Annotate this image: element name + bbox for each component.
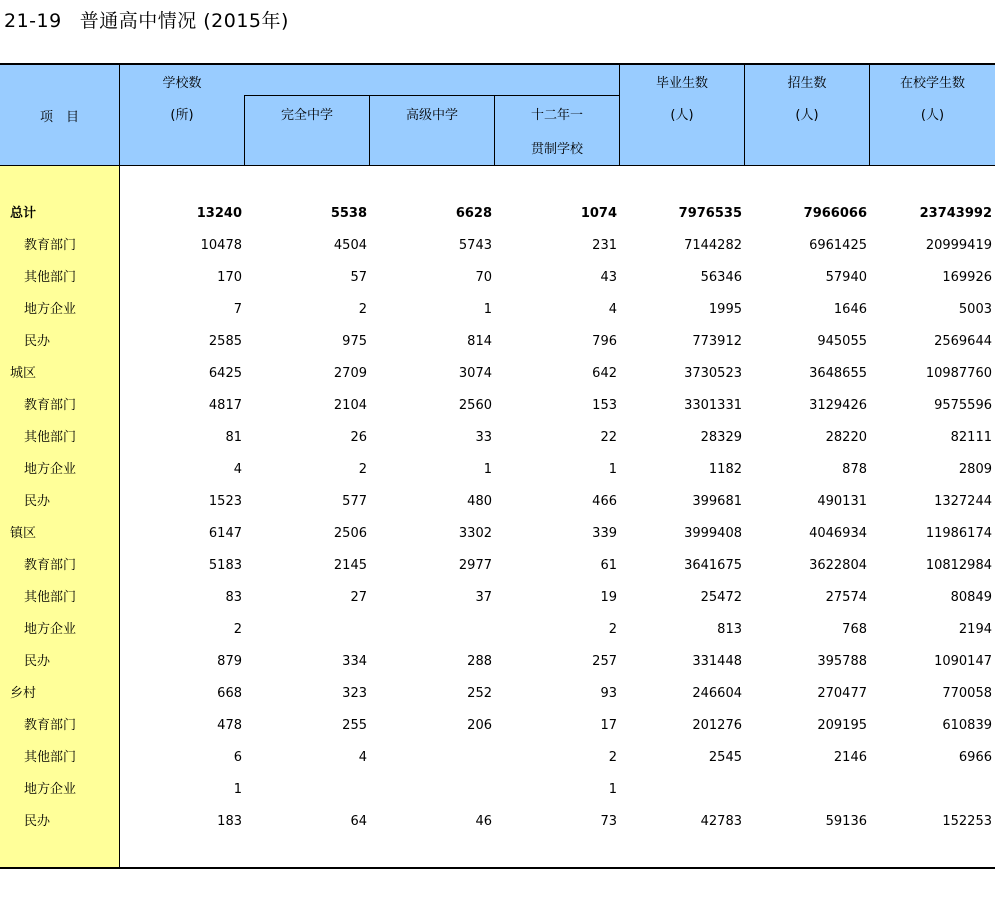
table-cell: 2 bbox=[358, 462, 367, 477]
table-cell: 3730523 bbox=[684, 366, 742, 381]
table-cell: 3641675 bbox=[684, 558, 742, 573]
table-cell: 11986174 bbox=[925, 526, 992, 541]
table-cell: 4 bbox=[233, 462, 242, 477]
table-cell: 9575596 bbox=[934, 398, 992, 413]
table-cell: 2 bbox=[608, 622, 617, 637]
table-cell: 6628 bbox=[455, 206, 492, 221]
table-cell: 2560 bbox=[458, 398, 492, 413]
row-label: 其他部门 bbox=[24, 750, 77, 765]
header-twelve-line1: 十二年一 bbox=[530, 108, 583, 123]
table-cell: 7 bbox=[233, 302, 242, 317]
header-grads: 毕业生数 bbox=[655, 76, 708, 91]
table-cell: 2145 bbox=[333, 558, 367, 573]
table-cell: 1090147 bbox=[934, 654, 992, 669]
table-cell: 2809 bbox=[958, 462, 992, 477]
table-cell: 13240 bbox=[196, 206, 242, 221]
row-label: 地方企业 bbox=[24, 462, 77, 477]
table-cell: 73 bbox=[600, 814, 617, 829]
row-label: 其他部门 bbox=[24, 590, 77, 605]
table-cell: 668 bbox=[217, 686, 242, 701]
table-cell: 1523 bbox=[208, 494, 242, 509]
table-cell: 255 bbox=[342, 718, 367, 733]
table-cell: 2977 bbox=[458, 558, 492, 573]
header-enroll: 招生数 bbox=[787, 76, 827, 91]
table-cell bbox=[747, 782, 867, 798]
table-cell: 1 bbox=[233, 782, 242, 797]
table-title: 普通高中情况 (2015年) bbox=[79, 10, 289, 32]
header-schools: 学校数 bbox=[162, 76, 202, 91]
table-cell: 399681 bbox=[692, 494, 742, 509]
table-cell: 3622804 bbox=[809, 558, 867, 573]
table-cell: 231 bbox=[592, 238, 617, 253]
row-label: 总计 bbox=[10, 206, 37, 221]
table-cell bbox=[247, 782, 367, 798]
table-cell: 3999408 bbox=[684, 526, 742, 541]
table-cell: 10812984 bbox=[925, 558, 992, 573]
table-cell: 466 bbox=[592, 494, 617, 509]
table-cell: 64 bbox=[350, 814, 367, 829]
table-cell: 610839 bbox=[942, 718, 992, 733]
table-cell: 206 bbox=[467, 718, 492, 733]
table-cell: 2545 bbox=[708, 750, 742, 765]
table-cell: 28220 bbox=[825, 430, 867, 445]
row-label: 乡村 bbox=[10, 686, 37, 701]
table-cell: 1646 bbox=[833, 302, 867, 317]
table-cell: 6966 bbox=[958, 750, 992, 765]
table-cell: 201276 bbox=[692, 718, 742, 733]
table-cell: 46 bbox=[475, 814, 492, 829]
table-cell: 81 bbox=[225, 430, 242, 445]
table-cell: 3302 bbox=[458, 526, 492, 541]
table-cell: 2146 bbox=[833, 750, 867, 765]
header-senior: 高级中学 bbox=[405, 108, 458, 123]
table-cell: 4 bbox=[608, 302, 617, 317]
table-cell: 7976535 bbox=[678, 206, 742, 221]
table-cell: 93 bbox=[600, 686, 617, 701]
header-grads-unit: (人) bbox=[670, 108, 694, 123]
table-cell: 4046934 bbox=[809, 526, 867, 541]
table-cell bbox=[622, 782, 742, 798]
table-cell: 2585 bbox=[208, 334, 242, 349]
table-cell: 70 bbox=[475, 270, 492, 285]
row-label: 其他部门 bbox=[24, 270, 77, 285]
table-cell: 246604 bbox=[692, 686, 742, 701]
table-cell: 257 bbox=[592, 654, 617, 669]
table-cell: 5183 bbox=[208, 558, 242, 573]
table-cell: 975 bbox=[342, 334, 367, 349]
header-twelve-line2: 贯制学校 bbox=[530, 142, 583, 157]
table-cell: 252 bbox=[467, 686, 492, 701]
table-cell: 5003 bbox=[958, 302, 992, 317]
table-cell: 22 bbox=[600, 430, 617, 445]
row-label: 民办 bbox=[24, 494, 51, 509]
table-cell: 37 bbox=[475, 590, 492, 605]
table-cell: 1 bbox=[483, 302, 492, 317]
table-cell bbox=[372, 622, 492, 638]
table-cell: 2 bbox=[358, 302, 367, 317]
row-label: 教育部门 bbox=[24, 238, 77, 253]
table-cell: 152253 bbox=[942, 814, 992, 829]
table-cell: 6 bbox=[233, 750, 242, 765]
table-cell: 57 bbox=[350, 270, 367, 285]
table-cell: 4817 bbox=[208, 398, 242, 413]
table-cell: 57940 bbox=[825, 270, 867, 285]
table-cell: 773912 bbox=[692, 334, 742, 349]
table-cell: 1995 bbox=[708, 302, 742, 317]
row-label: 地方企业 bbox=[24, 302, 77, 317]
table-cell: 331448 bbox=[692, 654, 742, 669]
table-cell: 1182 bbox=[708, 462, 742, 477]
table-cell: 2506 bbox=[333, 526, 367, 541]
header-bottom-rule bbox=[0, 165, 995, 166]
row-label: 其他部门 bbox=[24, 430, 77, 445]
header-schools-unit: (所) bbox=[170, 108, 194, 123]
row-label: 民办 bbox=[24, 334, 51, 349]
table-cell: 25472 bbox=[700, 590, 742, 605]
table-cell: 56346 bbox=[700, 270, 742, 285]
table-cell: 43 bbox=[600, 270, 617, 285]
table-cell: 1327244 bbox=[934, 494, 992, 509]
table-cell: 813 bbox=[717, 622, 742, 637]
table-cell: 879 bbox=[217, 654, 242, 669]
table-cell: 80849 bbox=[950, 590, 992, 605]
table-cell: 577 bbox=[342, 494, 367, 509]
table-cell: 2194 bbox=[958, 622, 992, 637]
row-label: 城区 bbox=[10, 366, 37, 381]
stub-divider bbox=[119, 64, 120, 868]
table-cell: 5743 bbox=[458, 238, 492, 253]
table-cell: 170 bbox=[217, 270, 242, 285]
table-cell: 878 bbox=[842, 462, 867, 477]
table-cell: 7966066 bbox=[803, 206, 867, 221]
table-cell: 26 bbox=[350, 430, 367, 445]
table-cell: 27574 bbox=[825, 590, 867, 605]
table-cell: 42783 bbox=[700, 814, 742, 829]
table-cell: 334 bbox=[342, 654, 367, 669]
table-cell: 2709 bbox=[333, 366, 367, 381]
table-cell: 2569644 bbox=[934, 334, 992, 349]
table-cell: 82111 bbox=[950, 430, 992, 445]
table-cell: 770058 bbox=[942, 686, 992, 701]
table-cell: 17 bbox=[600, 718, 617, 733]
table-cell: 28329 bbox=[700, 430, 742, 445]
table-cell: 153 bbox=[592, 398, 617, 413]
table-cell: 478 bbox=[217, 718, 242, 733]
table-cell: 3648655 bbox=[809, 366, 867, 381]
row-label: 民办 bbox=[24, 814, 51, 829]
table-cell: 4504 bbox=[333, 238, 367, 253]
header-complete: 完全中学 bbox=[280, 108, 333, 123]
table-cell: 6147 bbox=[208, 526, 242, 541]
table-cell bbox=[247, 622, 367, 638]
table-cell: 10478 bbox=[200, 238, 242, 253]
subheader-rule bbox=[244, 95, 620, 96]
table-number: 21-19 bbox=[4, 10, 62, 32]
table-cell: 2 bbox=[233, 622, 242, 637]
row-label: 民办 bbox=[24, 654, 51, 669]
table-cell: 288 bbox=[467, 654, 492, 669]
table-cell: 61 bbox=[600, 558, 617, 573]
table-cell: 6961425 bbox=[809, 238, 867, 253]
table-cell: 59136 bbox=[825, 814, 867, 829]
table-cell: 480 bbox=[467, 494, 492, 509]
table-cell: 7144282 bbox=[684, 238, 742, 253]
top-rule bbox=[0, 63, 995, 65]
row-label: 教育部门 bbox=[24, 398, 77, 413]
table-cell: 1 bbox=[608, 782, 617, 797]
table-cell bbox=[372, 782, 492, 798]
table-cell: 6425 bbox=[208, 366, 242, 381]
table-cell: 395788 bbox=[817, 654, 867, 669]
table-cell bbox=[872, 782, 992, 798]
table-cell: 1074 bbox=[580, 206, 617, 221]
table-cell: 3074 bbox=[458, 366, 492, 381]
table-cell: 19 bbox=[600, 590, 617, 605]
table-cell: 209195 bbox=[817, 718, 867, 733]
row-label: 地方企业 bbox=[24, 622, 77, 637]
table-cell: 10987760 bbox=[925, 366, 992, 381]
table-cell: 3301331 bbox=[684, 398, 742, 413]
table-cell: 814 bbox=[467, 334, 492, 349]
table-cell: 33 bbox=[475, 430, 492, 445]
table-cell: 20999419 bbox=[925, 238, 992, 253]
table-cell: 1 bbox=[608, 462, 617, 477]
table-cell: 1 bbox=[483, 462, 492, 477]
table-cell: 23743992 bbox=[919, 206, 992, 221]
table-cell: 169926 bbox=[942, 270, 992, 285]
table-cell bbox=[372, 750, 492, 766]
row-label: 地方企业 bbox=[24, 782, 77, 797]
bottom-rule bbox=[0, 867, 995, 869]
table-cell: 4 bbox=[358, 750, 367, 765]
row-label: 教育部门 bbox=[24, 718, 77, 733]
table-cell: 323 bbox=[342, 686, 367, 701]
header-students: 在校学生数 bbox=[899, 76, 965, 91]
header-enroll-unit: (人) bbox=[795, 108, 819, 123]
table-cell: 796 bbox=[592, 334, 617, 349]
table-cell: 83 bbox=[225, 590, 242, 605]
table-cell: 642 bbox=[592, 366, 617, 381]
table-cell: 5538 bbox=[330, 206, 367, 221]
table-cell: 3129426 bbox=[809, 398, 867, 413]
row-label: 教育部门 bbox=[24, 558, 77, 573]
table-cell: 2 bbox=[608, 750, 617, 765]
table-cell: 27 bbox=[350, 590, 367, 605]
table-cell: 490131 bbox=[817, 494, 867, 509]
table-cell: 270477 bbox=[817, 686, 867, 701]
header-students-unit: (人) bbox=[920, 108, 945, 123]
header-item: 项 目 bbox=[39, 110, 79, 125]
row-label: 镇区 bbox=[10, 526, 37, 541]
table-cell: 768 bbox=[842, 622, 867, 637]
table-cell: 339 bbox=[592, 526, 617, 541]
table-cell: 183 bbox=[217, 814, 242, 829]
table-cell: 2104 bbox=[333, 398, 367, 413]
table-cell: 945055 bbox=[817, 334, 867, 349]
